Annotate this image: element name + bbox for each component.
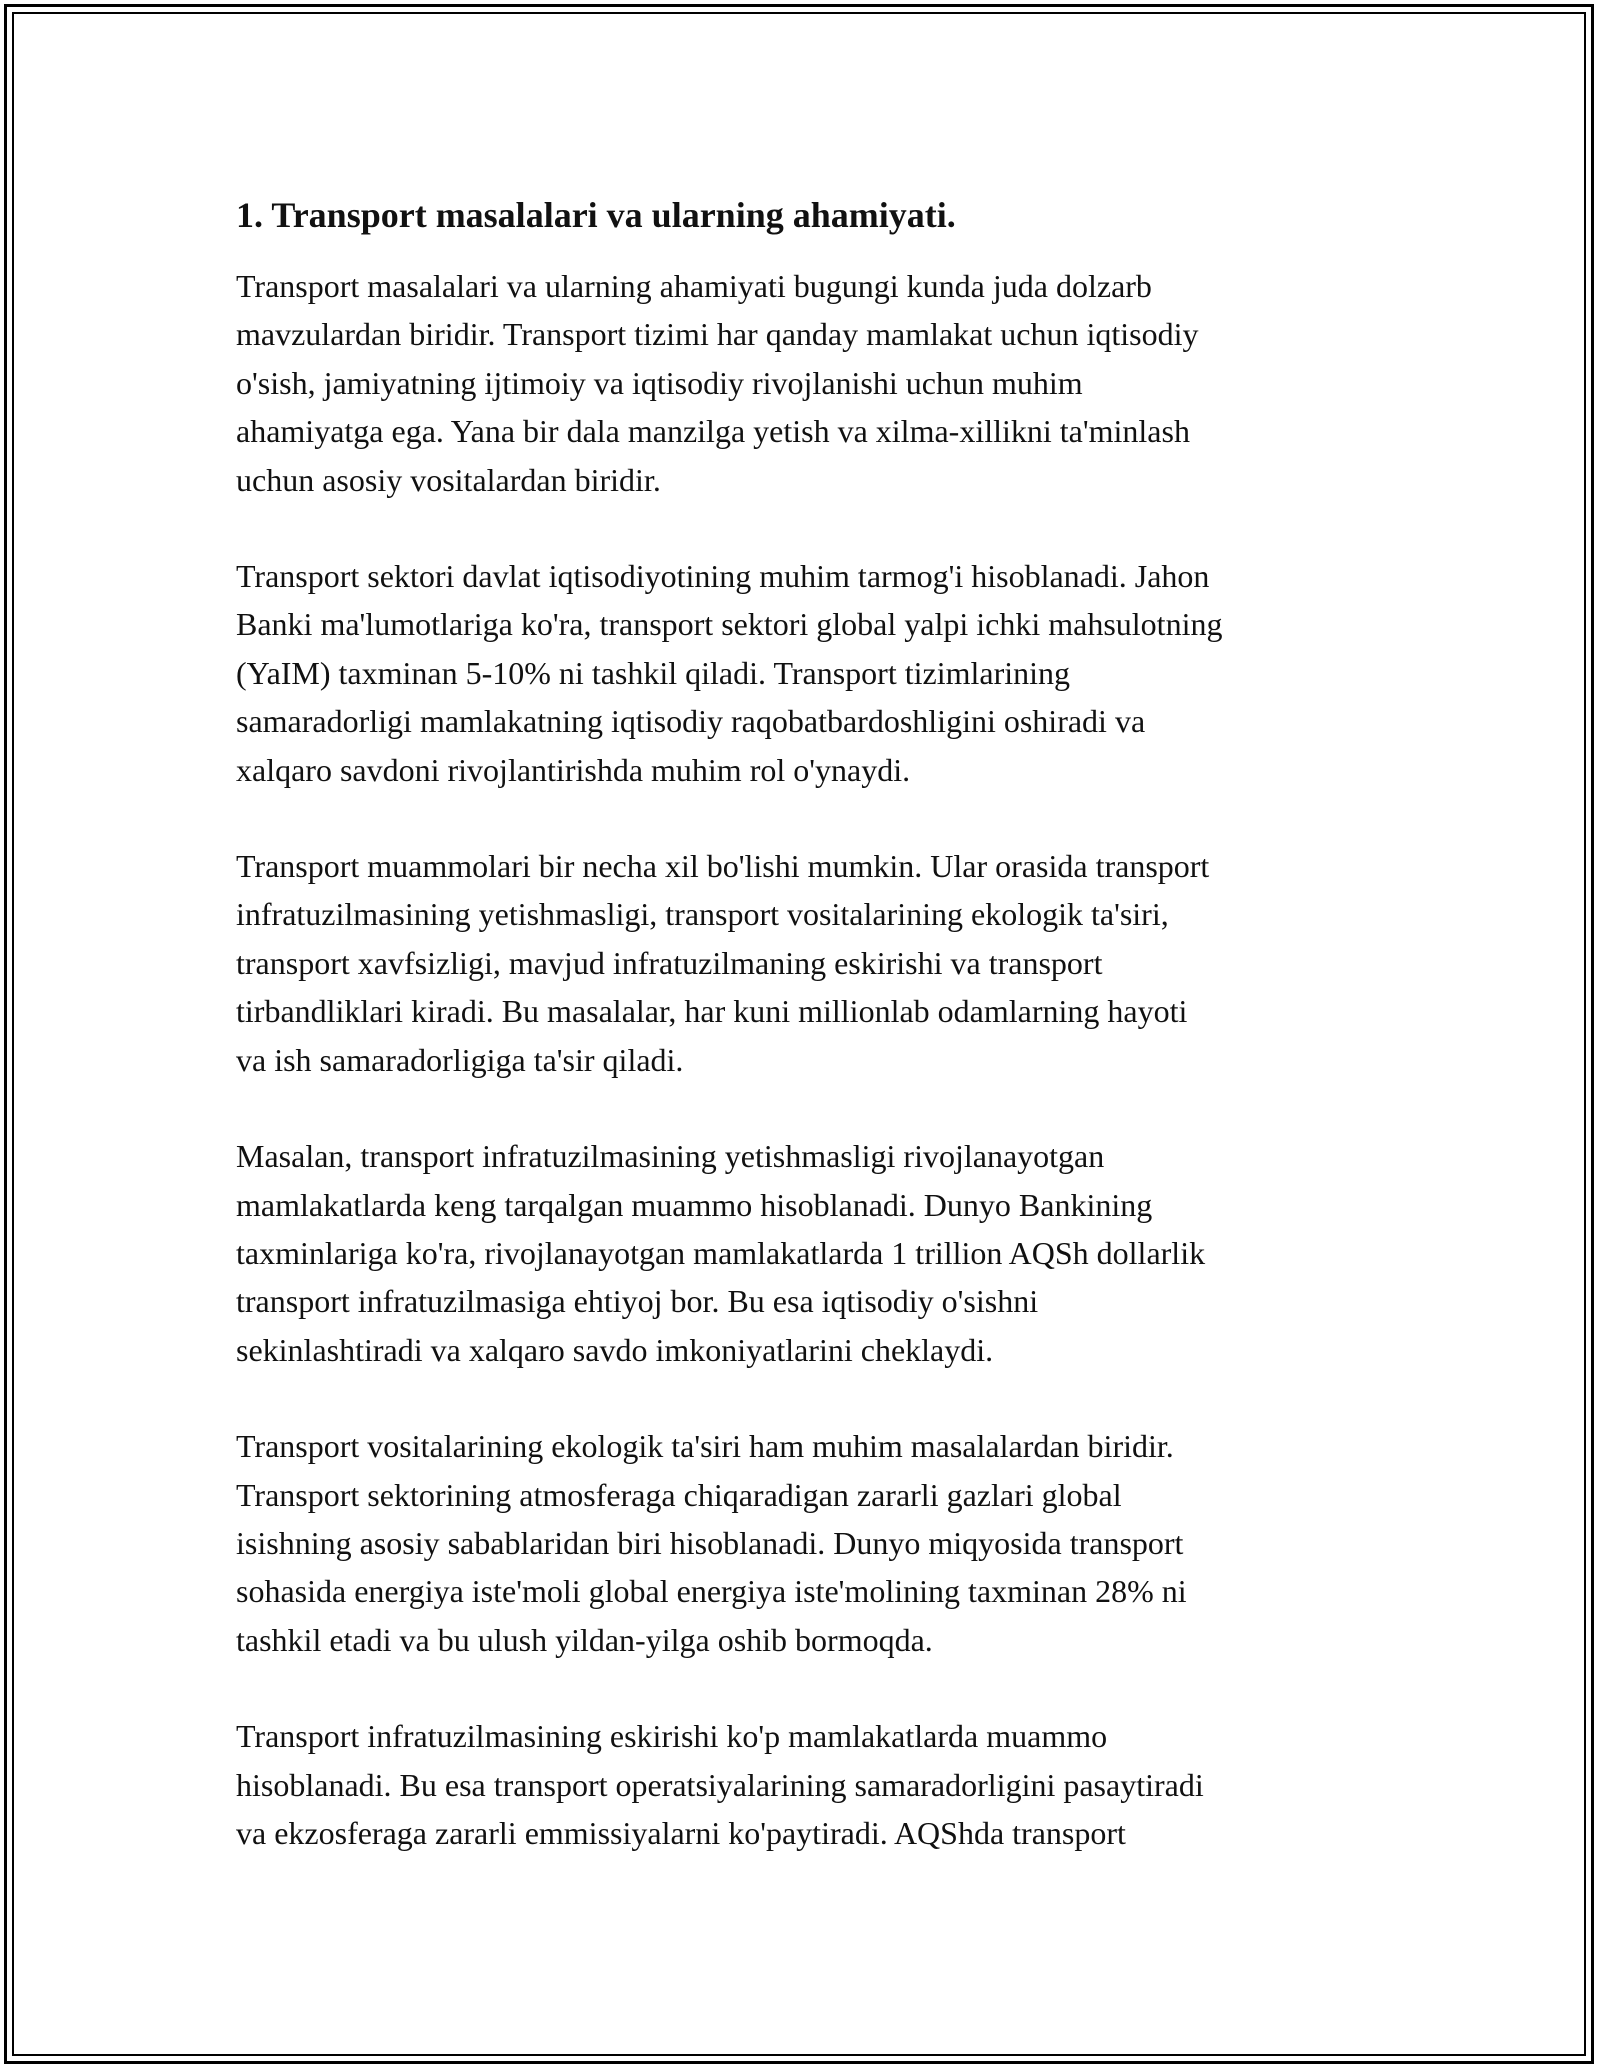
- paragraph-6: Transport infratuzilmasining eskirishi ko'p mamlakatlarda muammo hisoblanadi. Bu esa transport operatsiyalarining samaradorligini pasaytiradi va ekzosferaga zararli emmissiyalarni ko'paytiradi. AQShda transport: [236, 1718, 1204, 1851]
- document-body: [236, 190, 1376, 1905]
- paragraph-3: Transport muammolari bir necha xil bo'lishi mumkin. Ular orasida transport infratuzilmasining yetishmasligi, transport vositalarining ekologik ta'siri, transport xavfsizligi, mavjud infratuzilmaning eskirishi va transport tirbandliklari kiradi. Bu masalalar, har kuni millionlab odamlarning hayoti va ish samaradorligiga ta'sir qiladi.: [236, 848, 1210, 1078]
- paragraph-4: Masalan, transport infratuzilmasining yetishmasligi rivojlanayotgan mamlakatlarda keng tarqalgan muammo hisoblanadi. Dunyo Bankining taxminlariga ko'ra, rivojlanayotgan mamlakatlarda 1 trillion AQSh dollarlik transport infratuzilmasiga ehtiyoj bor. Bu esa iqtisodiy o'sishni sekinlashtiradi va xalqaro savdo imkoniyatlarini cheklaydi.: [236, 1138, 1206, 1368]
- paragraph-5: Transport vositalarining ekologik ta'siri ham muhim masalalardan biridir. Transport sektorining atmosferaga chiqaradigan zararli gazlari global isishning asosiy sabablaridan biri hisoblanadi. Dunyo miqyosida transport sohasida energiya iste'moli global energiya iste'molining taxminan 28% ni tashkil etadi va bu ulush yildan-yilga oshib bormoqda.: [236, 1428, 1187, 1658]
- section-heading: 1. Transport masalalari va ularning ahamiyati.: [236, 195, 956, 235]
- paragraph-1: Transport masalalari va ularning ahamiyati bugungi kunda juda dolzarb mavzulardan biridir. Transport tizimi har qanday mamlakat uchun iqtisodiy o'sish, jamiyatning ijtimoiy va iqtisodiy rivojlanishi uchun muhim ahamiyatga ega. Yana bir dala manzilga yetish va xilma-xillikni ta'minlash uchun asosiy vositalardan biridir.: [236, 268, 1199, 498]
- paragraph-2: Transport sektori davlat iqtisodiyotining muhim tarmog'i hisoblanadi. Jahon Banki ma'lumotlariga ko'ra, transport sektori global yalpi ichki mahsulotning (YaIM) taxminan 5-10% ni tashkil qiladi. Transport tizimlarining samaradorligi mamlakatning iqtisodiy raqobatbardoshligini oshiradi va xalqaro savdoni rivojlantirishda muhim rol o'ynaydi.: [236, 558, 1223, 788]
